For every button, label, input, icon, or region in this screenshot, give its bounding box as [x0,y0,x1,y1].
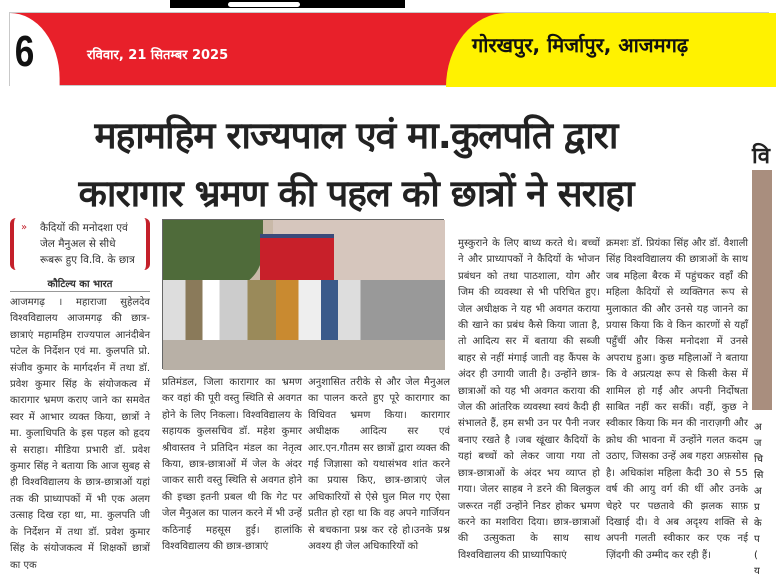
headline-line-2: कारागार भ्रमण की पहल को छात्रों ने सराहा [78,172,634,215]
article-column-1: आजमगढ़ । महाराजा सुहेलदेव विश्वविद्यालय आजमगढ़ की छात्र-छात्राएं महामहिम राज्यपाल आनंदीबेन पटेल के निर्देशन एवं मा. कुलपति प्रो. संजीव कुमार के मार्गदर्शन में तथा डॉ. प्रवेश कुमार सिंह के संयोजकत्व में कारागार भ्रमण कराए जाने का समवेत स्वर में आभार व्यक्त किया, छात्रों ने मा. कुलाधिपति के इस पहल को हृदय से सराहा। मीडिया प्रभारी डॉ. प्रवेश कुमार सिंह ने बताया कि आज सुबह से ही विश्वविद्यालय के छात्र-छात्राओं यहां तक की प्राध्यापकों में भी एक अलग उत्साह दिख रहा था, मा. कुलपति जी के निर्देशन में तथा डॉ. प्रवेश कुमार सिंह के संयोजकत्व में शिक्षकों छात्रों का एक [10,297,150,571]
notch-pill [228,2,300,7]
adjacent-article-text: अ ज चि सि अ प्र के प ( य [754,422,764,577]
phone-status-bar [170,0,405,8]
divider [10,291,150,292]
ground [163,340,445,370]
masthead [9,12,769,86]
group-photo-jail-visit [162,219,444,369]
headline-line-1: महामहिम राज्यपाल एवं मा.कुलपति द्वारा [94,114,618,157]
edition-cities: गोरखपुर, मिर्जापुर, आजमगढ़ [446,13,776,87]
article-column-5: क्रमशः डॉ. प्रियंका सिंह और डॉ. वैशाली सिंह विश्वविद्यालय की छात्राओं के साथ जब महिला बैरक में पहुंचकर वहाँ की महिला कैदियों से व्यक्तिगत रूप से मुलाकात की और उनसे यह जानने का प्रयास किया कि वे किन कारणों से यहाँ पहुँचीं और किस मनोदशा में उनसे अपराध हुआ। कुछ महिलाओं ने बताया कि वे अप्रत्यक्ष रूप से किसी केस में शामिल हो गईं और अपनी निर्दोषता साबित नहीं कर सकीं। वहीं, कुछ ने स्वीकार किया कि मन की नाराज़गी और क्रोध की भावना में उन्होंने गलत कदम उठाए, जिसका उन्हें अब गहरा अफ़सोस है। अधिकांश महिला कैदी 30 से 55 वर्ष की आयु वर्ग की थीं और उनके चेहरे पर पछतावे की झलक साफ़ दिखाई दी। वे अब अदृश्य शक्ति से अपनी गलती स्वीकार कर एक नई ज़िंदगी की उम्मीद कर रही हैं। [606,238,748,561]
byline: कौटिल्य का भारत [47,279,113,290]
page-number: 6 [10,13,60,87]
article-column-4: मुस्कुराने के लिए बाध्य करते थे। बच्चों ने और प्राध्यापकों ने कैदियों के भोजन प्रबंधन को तथा पाठशाला, योग और जिम की व्यवस्था से भी परिचित हुए। जेल अधीक्षक ने यह भी अवगत कराया की खाने का प्रबंध कैसे किया जाता है, तो आदित्य सर में बताया की सब्जी बाहर से नहीं मंगाई जाती वह कैंपस के अंदर ही उगायी जाती है। उन्होंने छात्र-छात्राओं को यह भी अवगत कराया की जेल की आंतरिक व्यवस्था स्वयं कैदी ही संभालते हैं, हम सभी उन पर पैनी नजर बनाए रखते है ।जब खूंखार कैदियों के यहां बच्चों को लेकर जाया गया तो छात्र-छात्राओं के अंदर भय व्याप्त हो गया। जेलर साहब ने डरने की बिलकुल जरूरत नहीं उन्होंने निडर होकर भ्रमण करने का मशविरा दिया। छात्र-छात्राओं की उत्सुकता के साथ साथ विश्वविद्यालय की प्राध्यापिकाएं [458,238,600,561]
kicker-box [10,218,150,270]
article-column-2: प्रतिमंडल, जिला कारागार का भ्रमण कर वहां की पूरी वस्तु स्थिति से अवगत होने के लिए निकला। विश्वविद्यालय के सहायक कुलसचिव डॉ. महेश कुमार श्रीवास्तव ने प्रतिदिन मंडल का नेतृत्व किया, छात्र-छात्राओं में जेल के अंदर जाकर सारी वस्तु स्थिति से अवगत होने की इच्छा इतनी प्रबल थी कि गेट पर जेल मैनुअल का पालन करने में भी उन्हें कठिनाई महसूस हुई। हालांकि विश्वविद्यालय की छात्र-छात्राएं [162,377,302,553]
adjacent-photo [752,170,772,410]
double-chevron-icon: » [21,222,28,233]
article-column-3: अनुशासित तरीके से और जेल मैनुअल का पालन करते हुए पूरे कारागार का विधिवत भ्रमण किया। कारागार अधीक्षक आदित्य सर एवं आर.एन.गौतम सर छात्रों द्वारा व्यक्त की गई जिज्ञासा को यथासंभव शांत करने का प्रयास किए, छात्र-छात्राएं जेल अधिकारियों से ऐसे घुल मिल गए ऐसा प्रतीत हो रहा था कि वह अपने गार्जियन से बचकाना प्रश्न कर रहे हो।उनके प्रश्न अवश्य ही जेल अधिकारियों को [308,377,450,553]
kicker-text: कैदियों की मनोदशा एवं जेल मैनुअल से सीधे रूबरू हुए वि.वि. के छात्र [40,222,135,266]
issue-date: रविवार, 21 सितम्बर 2025 [87,48,229,63]
group-of-people [163,280,445,340]
adjacent-headline: वि [752,144,770,169]
